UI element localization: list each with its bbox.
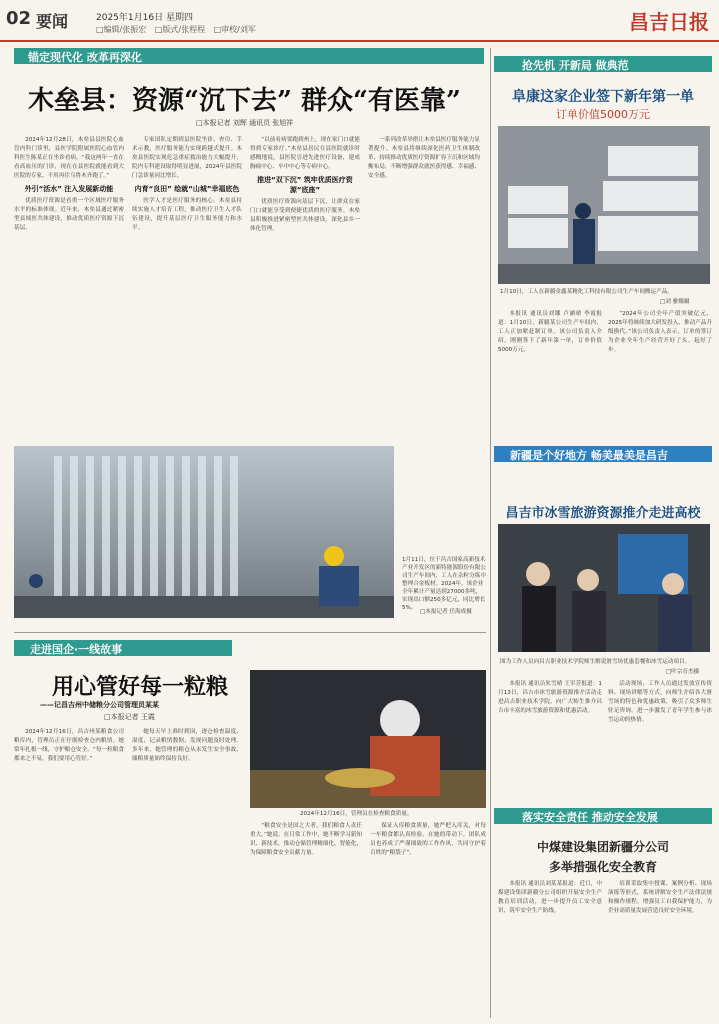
bottom-story-column-3: [250, 822, 362, 1018]
grain-photo-caption: 2024年12月16日，管理员在检查粮食质量。: [300, 811, 413, 817]
paragraph: 优质医疗资源向基层下沉，让群众在家门口就能享受到便捷优质的医疗服务。木垒县积极推进紧密型医共体建设，深化县乡一体化管理。: [250, 199, 360, 232]
page-header: [0, 0, 719, 42]
right-bottom-subheadline: 多举措强化安全教育: [548, 860, 657, 874]
right-mid-headline: 昌吉市冰雪旅游资源推介走进高校: [505, 506, 701, 521]
right-bottom-banner: [494, 808, 712, 824]
bottom-story-headline: 用心管好每一粒粮: [52, 674, 229, 700]
right-bottom-column-2: [608, 880, 712, 1018]
ski-promo-photo-image: [498, 524, 710, 652]
right-top-banner: [494, 56, 712, 72]
right-bottom-headline: 中煤建设集团新疆分公司: [536, 840, 669, 854]
right-mid-column-1: [498, 680, 602, 792]
bottom-story-column-1: [14, 728, 124, 1018]
subheading: 内育“良田” 绘就“山城”幸福底色: [134, 185, 240, 193]
paragraph: 本报讯 通讯员刘娜 卢涵晴 李霞报道：1月10日，新疆某公司生产车间内，工人正加紧赶制订单。该公司负责人介绍，刚刚签下了新年第一单，订单价值5000万元。: [498, 311, 602, 353]
bottom-story-column-4: [370, 822, 486, 1018]
banner-label: 走进国企·一线故事: [30, 643, 123, 656]
paragraph: 2024年12月16日，昌吉州某粮食公司粮库内，管理员正在仔细检查仓内粮情。她常年扎根一线，守护粮仓安全。“每一粒粮食都来之不易，我们要用心管好。”: [14, 729, 124, 762]
right-top-column-1: [498, 310, 602, 434]
bottom-story-byline: □本报记者 王霞: [104, 713, 155, 721]
paragraph: 她每天早上准时到岗，逐仓检查温度、湿度，记录粮情数据，发现问题及时处理。多年来，她管理的粮仓从未发生安全事故，储粮质量始终保持良好。: [132, 729, 242, 762]
section-name: 要闻: [36, 12, 69, 31]
warehouse-photo-image: [498, 126, 710, 284]
top-story-column-1: [14, 136, 124, 436]
editor-credits: [96, 24, 262, 35]
banner-label: 锚定现代化 改革再深化: [28, 51, 142, 64]
warehouse-photo-credit: □刘 雅娜摄: [660, 299, 690, 305]
top-story-headline: 木垒县：资源“沉下去” 群众“有医靠”: [28, 86, 461, 116]
factory-photo-image: [14, 446, 394, 618]
proof-credit: □审校/刘军: [213, 25, 256, 34]
bottom-story-column-2: [132, 728, 242, 1018]
bottom-story-subhead: ——记昌吉州中储粮分公司管理员某某: [40, 701, 159, 709]
grain-photo-image: [250, 670, 486, 808]
right-mid-column-2: [608, 680, 712, 792]
right-top-headline: 阜康这家企业签下新年第一单: [512, 89, 694, 105]
banner-label: 抢先机 开新局 做典范: [522, 59, 629, 72]
paragraph: 一系列改革举措让木垒县医疗服务能力显著提升。木垒县将继续深化医药卫生体制改革，持续推动优质医疗资源扩容下沉和区域均衡布局，不断增强群众就医获得感、幸福感、安全感。: [368, 137, 480, 179]
banner-label: 落实安全责任 推动安全发展: [522, 811, 658, 824]
top-story-column-2: [132, 136, 242, 436]
top-story-column-3: [250, 136, 360, 436]
top-story-column-4: [368, 136, 480, 436]
paragraph: 保证入库粮食质量，她严把入库关，对每一车粮食都认真检验。在她的带动下，团队成员也养成了严谨细致的工作作风，共同守护着百姓的“粮袋子”。: [370, 823, 486, 856]
banner-label: 新疆是个好地方 畅美最美是昌吉: [510, 449, 668, 462]
subheading: 推进“双下沉” 筑牢优质医疗资源“底座”: [257, 176, 353, 194]
bottom-story-banner: [14, 640, 232, 656]
warehouse-photo: [498, 126, 710, 284]
paragraph: 本报讯 通讯员刘某某报道：近日，中煤建设集团新疆分公司组织开展安全生产教育培训活动，进一步提升员工安全意识，筑牢安全生产防线。: [498, 881, 602, 914]
editor-credit: □编辑/张振宏: [96, 25, 147, 34]
factory-photo-caption: 1月11日，位于昌吉国家高新技术产业开发区的新特能源股份有限公司生产车间内，工人在杂粒分拣中整理合金板材。2024年，该企业全年累计产量达到27000多吨，实现出口额250多亿元，同比增长5%。: [402, 557, 486, 611]
paragraph: 医学人才是医疗服务的核心。木垒县持续实施人才培育工程，推动医疗卫生人才队伍建设，提升基层医疗卫生服务能力和水平。: [132, 198, 242, 231]
paragraph: “粮食安全是国之大者，我们粮食人责任重大。”她说。在日常工作中，她不断学习新知识、新技术，推动仓储管理精细化、智能化，为保障粮食安全贡献力量。: [250, 823, 362, 856]
paragraph: 2024年12月28日，木垒县县医院心血管内科门诊里，县医学院附属医院心血管内科医生陈某正在坐诊看病。“我这两年一直在看高血压的门诊，现在在县医院就能看到大医院的专家，不用再往乌鲁木齐跑了。”: [14, 137, 124, 179]
right-top-column-2: [608, 310, 712, 434]
paragraph: 优质医疗资源是看重一个区域医疗服务水平的标准体现。近年来，木垒县通过紧密型县域医共体建设，推动优质医疗资源下沉基层。: [14, 198, 124, 231]
paragraph: 培训采取集中授课、案例分析、现场演练等形式，系统讲解安全生产法律法规和操作规程，增强员工自我保护能力，为企业高质量发展营造良好安全环境。: [608, 881, 712, 914]
paragraph: 专家团队定期到县医院坐诊、查房、手术示教，医疗服务能力实现跨越式提升。木垒县医院实现危急重症救治能力大幅提升，院内专科建设取得明显进展，2024年县医院门急诊量同比增长。: [132, 137, 242, 179]
paragraph: 活动现场，工作人员通过发放宣传资料、现场讲解等方式，向师生介绍各大滑雪场的特色和优惠政策，吸引了众多师生驻足咨询，进一步激发了青年学生参与冰雪运动的热情。: [608, 681, 712, 723]
factory-photo-credit: □本报记者 任海成摄: [420, 609, 472, 615]
page-number: 02: [6, 8, 32, 29]
section-divider: [14, 632, 486, 633]
right-mid-banner: [494, 446, 712, 462]
ski-promo-photo: [498, 524, 710, 652]
paragraph: “以前看病要跑到州上，现在家门口就能得到专家诊疗。”木垒县居民在县医院就诊时感慨地说。县医院引进先进医疗设备，建成胸痛中心、卒中中心等专病中心。: [250, 137, 360, 170]
right-top-subheadline: 订单价值5000万元: [556, 108, 650, 121]
right-bottom-column-1: [498, 880, 602, 1018]
grain-photo: [250, 670, 486, 808]
paragraph: 本报讯 通讯员朱雪晴 王军芳报道：1月13日，昌吉市冰雪旅游资源推介活动走进昌吉职业技术学院，向广大师生推介昌吉市丰富的冰雪旅游资源和优惠活动。: [498, 681, 602, 714]
top-story-byline: □本报记者 刘辉 通讯员 张旭祥: [196, 119, 294, 127]
paragraph: “2024年公司全年产值突破亿元，2025年将继续加大研发投入，推动产品升级换代。”该公司负责人表示，订单的签订为企业全年生产经营开好了头、起好了步。: [608, 311, 712, 353]
layout-credit: □版式/张程程: [154, 25, 206, 34]
ski-promo-photo-credit: □叶宗育杰摄: [666, 669, 700, 675]
subheading: 外引“活水” 注入发展新动能: [24, 185, 114, 193]
newspaper-logo: 昌吉日报: [629, 10, 709, 34]
issue-date: 2025年1月16日 星期四: [96, 13, 193, 23]
ski-promo-photo-caption: 图为工作人员向昌吉职业技术学院师生解说滑雪场优惠套餐和冰雪运动项目。: [500, 659, 691, 665]
warehouse-photo-caption: 1月10日，工人在新疆金鑫某精化工科技有限公司生产车间搬运产品。: [500, 289, 673, 295]
top-story-banner: [14, 48, 484, 64]
factory-photo: [14, 446, 394, 618]
column-divider: [490, 48, 491, 1018]
